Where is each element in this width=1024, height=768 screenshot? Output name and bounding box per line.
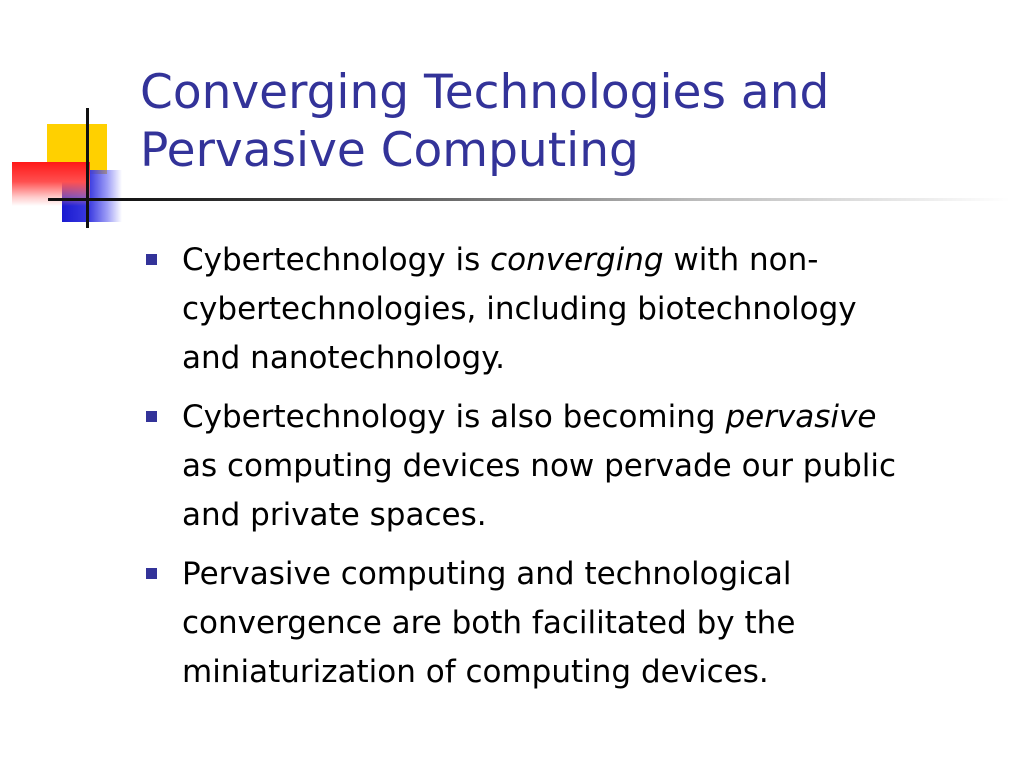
slide-title-line-2: Pervasive Computing bbox=[140, 123, 639, 178]
title-divider-line bbox=[110, 198, 1010, 201]
bullet-line bbox=[182, 236, 1024, 285]
bullet-line: and private spaces. bbox=[182, 497, 487, 533]
bullet-line: miniaturization of computing devices. bbox=[182, 654, 769, 690]
bullet-item-pervasive bbox=[0, 393, 1024, 540]
emphasis-term: pervasive bbox=[725, 399, 877, 435]
bullet-item-converging bbox=[0, 236, 1024, 383]
logo-horizontal-line bbox=[48, 198, 118, 201]
bullet-square-icon bbox=[146, 568, 157, 579]
bullet-line: cybertechnologies, including biotechnology bbox=[182, 291, 857, 327]
bullet-square-icon bbox=[146, 254, 157, 265]
bullet-list bbox=[0, 236, 1024, 707]
bullet-line bbox=[182, 393, 1024, 442]
bullet-text: Cybertechnology is bbox=[182, 242, 491, 278]
bullet-line: and nanotechnology. bbox=[182, 340, 506, 376]
bullet-item-miniaturization bbox=[0, 550, 1024, 697]
bullet-line: Pervasive computing and technological bbox=[182, 556, 792, 592]
bullet-text: Cybertechnology is also becoming bbox=[182, 399, 726, 435]
slide-title-line-1: Converging Technologies and bbox=[140, 65, 830, 120]
bullet-square-icon bbox=[146, 411, 157, 422]
logo-vertical-line bbox=[86, 108, 89, 228]
bullet-line: convergence are both facilitated by the bbox=[182, 605, 796, 641]
bullet-line: as computing devices now pervade our public bbox=[182, 448, 897, 484]
emphasis-term: converging bbox=[490, 242, 664, 278]
bullet-text: with non- bbox=[663, 242, 819, 278]
slide-title bbox=[140, 64, 1000, 180]
